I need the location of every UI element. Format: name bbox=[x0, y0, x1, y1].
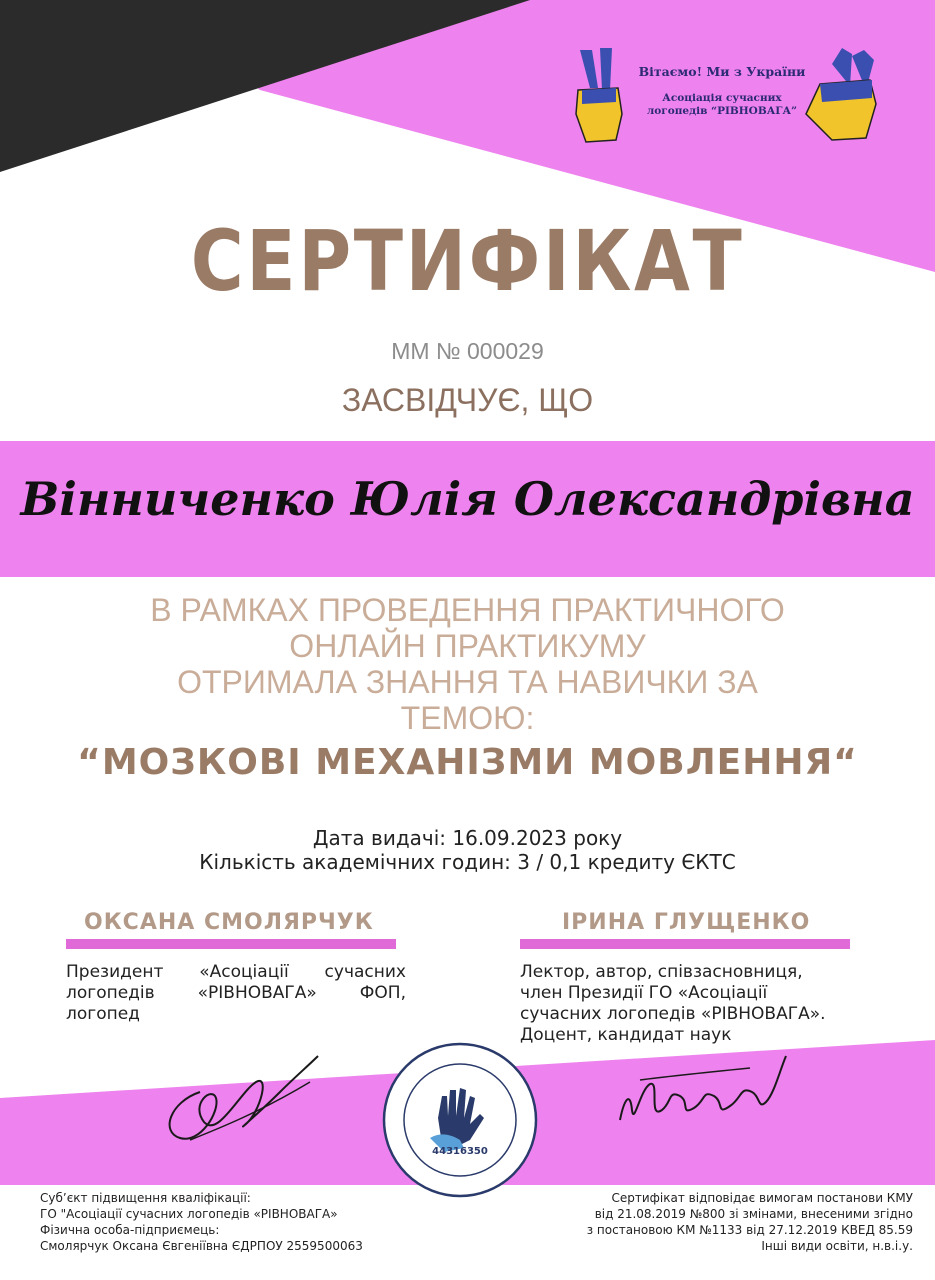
right-signatory-name: ІРИНА ГЛУЩЕНКО bbox=[562, 910, 811, 935]
logo-org-line-1: Асоціація сучасних bbox=[662, 92, 782, 104]
issue-date: Дата видачі: 16.09.2023 року bbox=[312, 826, 623, 850]
footer-right-line-1: Сертифікат відповідає вимогам постанови КМУ bbox=[611, 1191, 913, 1205]
right-role-line-3: сучасних логопедів «РІВНОВАГА». bbox=[520, 1004, 826, 1024]
left-signatory-name: ОКСАНА СМОЛЯРЧУК bbox=[84, 910, 374, 935]
right-role-line-2: член Президії ГО «Асоціації bbox=[520, 983, 768, 1003]
seal-code: 44316350 bbox=[432, 1146, 488, 1157]
footer-right-line-2: від 21.08.2019 №800 зі змінами, внесеними згідно bbox=[594, 1207, 913, 1221]
certificate-number: ММ № 000029 bbox=[391, 338, 544, 364]
left-signatory-role: Президент «Асоціації сучасних логопедів «РІВНОВАГА» ФОП, логопед bbox=[66, 962, 406, 1024]
footer-right-line-4: Інші види освіти, н.в.і.у. bbox=[761, 1239, 913, 1253]
body-line-3: ОТРИМАЛА ЗНАННЯ ТА НАВИЧКИ ЗА bbox=[177, 664, 758, 700]
right-signature-icon bbox=[610, 1050, 790, 1135]
footer-legal-info bbox=[493, 1190, 913, 1254]
left-hand-icon bbox=[576, 48, 622, 142]
right-role-line-4: Доцент, кандидат наук bbox=[520, 1025, 732, 1045]
logo-greeting: Вітаємо! Ми з України bbox=[638, 64, 806, 79]
certificate-body bbox=[40, 592, 895, 736]
right-role-line-1: Лектор, автор, співзасновниця, bbox=[520, 962, 803, 982]
right-signatory-underline bbox=[520, 939, 850, 949]
logo-text bbox=[622, 64, 822, 118]
footer-provider-info bbox=[40, 1190, 363, 1254]
footer-left-line-3: Фізична особа-підприємець: bbox=[40, 1223, 220, 1237]
organization-seal-icon bbox=[380, 1040, 540, 1200]
footer-right-line-3: з постановою КМ №1133 від 27.12.2019 КВЕД 85.59 bbox=[586, 1223, 913, 1237]
body-line-4: ТЕМОЮ: bbox=[400, 700, 535, 736]
certifies-label: ЗАСВІДЧУЄ, ЩО bbox=[341, 382, 594, 418]
left-signatory-underline bbox=[66, 939, 396, 949]
footer-left-line-1: Суб’єкт підвищення кваліфікації: bbox=[40, 1191, 251, 1205]
certificate-info bbox=[0, 826, 935, 874]
body-line-1: В РАМКАХ ПРОВЕДЕННЯ ПРАКТИЧНОГО bbox=[150, 592, 785, 628]
certificate-title: СЕРТИФІКАТ bbox=[190, 212, 745, 310]
left-signature-icon bbox=[160, 1052, 320, 1147]
footer-left-line-4: Смолярчук Оксана Євгеніївна ЄДРПОУ 2559500063 bbox=[40, 1239, 363, 1253]
body-line-2: ОНЛАЙН ПРАКТИКУМУ bbox=[289, 628, 646, 664]
logo-org-line-2: логопедів “РІВНОВАГА” bbox=[646, 105, 798, 117]
recipient-name: Вінниченко Юлія Олександрівна bbox=[20, 472, 915, 526]
logo-organization bbox=[622, 92, 822, 118]
academic-hours: Кількість академічних годин: 3 / 0,1 кредиту ЄКТС bbox=[199, 850, 736, 874]
footer-left-line-2: ГО "Асоціації сучасних логопедів «РІВНОВАГА» bbox=[40, 1207, 338, 1221]
right-signatory-role bbox=[520, 962, 900, 1046]
course-topic: “МОЗКОВІ МЕХАНІЗМИ МОВЛЕННЯ“ bbox=[77, 742, 858, 783]
